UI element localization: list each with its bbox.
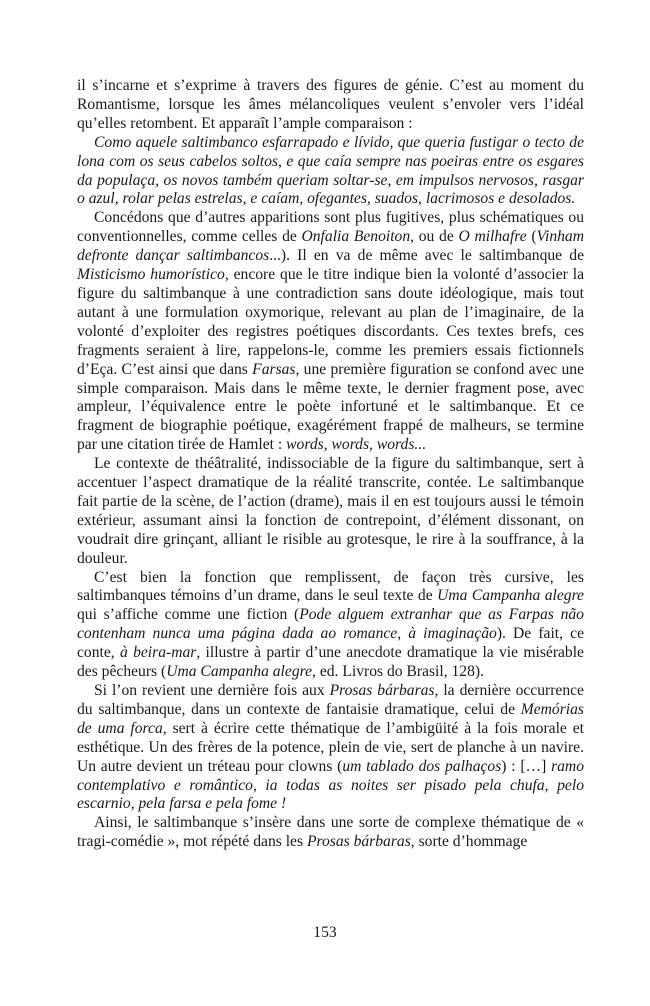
text-run: ). De fait, ce conte, [77,625,584,662]
page-number: 153 [313,924,337,941]
paragraph [77,569,584,682]
paragraph [77,134,584,210]
italic-text: Misticismo humorístico [77,266,225,284]
italic-text: Pode alguem extranhar que as Farpas não contenham nunca uma página dada ao romance, à imaginação [77,606,584,643]
text-run: C’est bien la fonction que remplissent, de façon très cursive, les saltimbanques témoins d’un drame, dans le seul texte de [77,568,584,605]
italic-text: Uma Campanha alegre [437,587,584,605]
paragraph [77,209,584,455]
text-run: , sorte d’hommage [410,833,528,851]
text-run: Concédons que d’autres apparitions sont plus fugitives, plus schématiques ou conventionnelles, comme celles de [77,209,584,246]
text-run: , sert à écrire cette thématique de l’ambigüité à la fois morale et esthétique. Un des frères de la potence, plein de vie, sert de planche à un navire. Un autre devient un tréteau pour clowns ( [77,719,584,775]
italic-text: Vinham defronte dançar saltimbancos [77,228,584,265]
italic-text: Prosas bárbaras [306,833,411,851]
text-run: ( [526,228,537,246]
text-run: qui s’affiche comme une fiction ( [77,606,300,624]
italic-text: Onfalia Benoiton [301,228,411,246]
text-run: ...). Il en va de même avec le saltimbanque de [269,247,584,265]
text-run: Ainsi, le saltimbanque s’insère dans une sorte de complexe thématique de « tragi-comédie », mot répété dans les [77,814,584,851]
text-run: , encore que le titre indique bien la volonté d’associer la figure du saltimbanque à une contradiction sans doute idéologique, mais tout autant à une formulation oxymorique, relevant au plan de l’imaginaire, de la volonté d’exploiter des registres poétiques discordants. Ces textes brefs, ces fragments seraient à lire, rappelons-le, comme les premiers essais fictionnels d’Eça. C’est ainsi que dans [77,266,585,378]
italic-text: words, words, words... [286,436,427,454]
italic-text: um tablado dos palhaços [342,757,502,775]
text-run: ) : […] [501,757,552,775]
text-run: , ed. Livros do Brasil, 128). [312,663,484,681]
italic-text: Uma Campanha alegre [166,663,313,681]
page-body [77,77,584,852]
paragraph [77,814,584,852]
italic-text: ramo contemplativo e romântico, ia todas as noites ser pisado pela chufa, pelo escarnio, pela farsa e pela fome ! [77,757,584,813]
text-run: , illustre à partir d’une anecdote dramatique la vie misérable des pêcheurs ( [77,644,584,681]
text-run: Si l’on revient une dernière fois aux [94,682,330,699]
text-run: , la dernière occurrence du saltimbanque, dans un contexte de fantaisie dramatique, celui de [77,682,584,718]
text-run: , ou de [410,228,459,246]
italic-text: Como aquele saltimbanco esfarrapado e lívido, que queria fustigar o tecto de lona com os seus cabelos soltos, e que caía sempre nas poeiras entre os esgares da populaça, os novos também queriam soltar-se, em impulsos nervosos, rasgar o azul, rolar pelas estrelas, e caíam, ofegantes, suados, lacrimosos e desolados. [77,133,584,208]
text-run: Le contexte de théâtralité, indissociable de la figure du saltimbanque, sert à accentuer l’aspect dramatique de la réalité transcrite, contée. Le saltimbanque fait partie de la scène, de l’action (drame), mais il en est toujours aussi le témoin extérieur, assumant ainsi la fonction de contrepoint, d’élément dissonant, on voudrait dire grinçant, alliant le risible au grotesque, le rire à la souffrance, à la douleur. [77,455,584,567]
paragraph [77,77,584,134]
text-run: , une première figuration se confond avec une simple comparaison. Mais dans le même texte, le dernier fragment pose, avec ampleur, l’équivalence entre le poète infortuné et le saltimbanque. Et ce fragment de biographie poétique, exagérément frappé de malheurs, se termine par une citation tirée de Hamlet : [77,360,584,454]
italic-text: O milhafre [458,228,527,246]
paragraph [77,682,584,814]
italic-text: Prosas bárbaras [329,682,435,699]
italic-text: Farsas [252,360,296,378]
paragraph [77,455,584,568]
italic-text: à beira-mar [119,644,197,662]
italic-text: Memórias de uma forca [77,700,584,737]
text-run: il s’incarne et s’exprime à travers des figures de génie. C’est au moment du Romantisme, lorsque les âmes mélancoliques veulent s’envoler vers l’idéal qu’elles retombent. Et apparaît l’ample comparaison : [77,77,584,132]
